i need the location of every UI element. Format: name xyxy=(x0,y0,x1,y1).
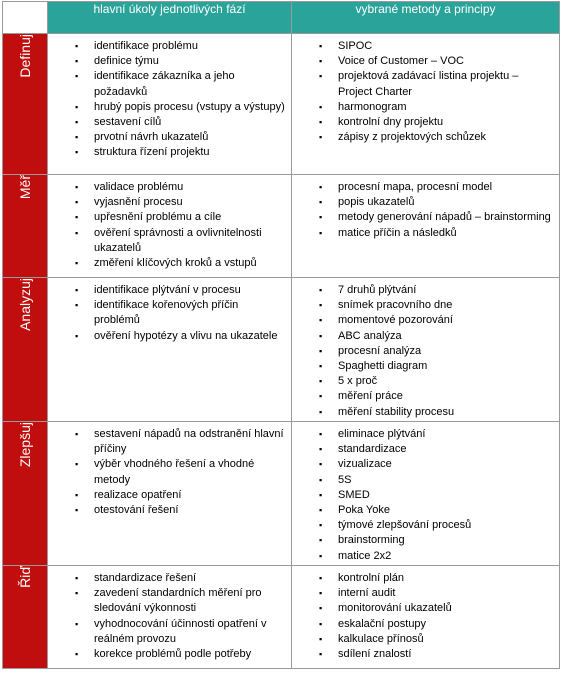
task-item: ▪ sestavení cílů xyxy=(48,115,287,130)
task-item: ▪ vyjasnění procesu xyxy=(48,195,287,210)
task-item: ▪ sestavení nápadů na odstranění hlavní příčiny xyxy=(48,427,287,457)
method-item: ▪ měření stability procesu xyxy=(292,405,555,420)
method-item: ▪ měření práce xyxy=(292,389,555,404)
task-item: ▪ prvotní návrh ukazatelů xyxy=(48,130,287,145)
phase-label: Analyzuj xyxy=(17,278,33,331)
method-item: ▪ monitorování ukazatelů xyxy=(292,601,555,616)
method-item: ▪ eliminace plýtvání xyxy=(292,427,555,442)
methods-cell xyxy=(292,175,560,278)
task-item: ▪ identifikace problému xyxy=(48,39,287,54)
method-item: ▪ 7 druhů plýtvání xyxy=(292,283,555,298)
phase-label: Měř xyxy=(17,175,33,200)
task-item: ▪ zavedení standardních měření pro sledování výkonnosti xyxy=(48,586,287,616)
task-item: ▪ validace problému xyxy=(48,180,287,195)
phase-row-analyzuj xyxy=(3,278,560,422)
task-item: ▪ identifikace plýtvání v procesu xyxy=(48,283,287,298)
method-item: ▪ sdílení znalostí xyxy=(292,647,555,662)
method-item: ▪ matice 2x2 xyxy=(292,549,555,564)
phase-row-mer xyxy=(3,175,560,278)
method-item: ▪ procesní analýza xyxy=(292,344,555,359)
methods-cell xyxy=(292,422,560,566)
method-item: ▪ projektová zadávací listina projektu – Project Charter xyxy=(292,69,555,99)
phase-label-cell xyxy=(3,34,48,175)
method-item: ▪ Spaghetti diagram xyxy=(292,359,555,374)
dmaic-table xyxy=(2,1,560,669)
method-item: ▪ procesní mapa, procesní model xyxy=(292,180,555,195)
phase-label: Řiď xyxy=(17,566,33,588)
task-item: ▪ změření klíčových kroků a vstupů xyxy=(48,256,287,271)
method-item: ▪ Poka Yoke xyxy=(292,503,555,518)
task-item: ▪ struktura řízení projektu xyxy=(48,145,287,160)
method-item: ▪ týmové zlepšování procesů xyxy=(292,518,555,533)
header-row xyxy=(3,2,560,34)
phase-row-zlepsuj xyxy=(3,422,560,566)
task-item: ▪ upřesnění problému a cíle xyxy=(48,210,287,225)
phase-label-cell xyxy=(3,175,48,278)
task-item: ▪ identifikace zákazníka a jeho požadavků xyxy=(48,69,287,99)
task-item: ▪ ověření správnosti a ovlivnitelnosti ukazatelů xyxy=(48,226,287,256)
methods-cell xyxy=(292,34,560,175)
task-item: ▪ standardizace řešení xyxy=(48,571,287,586)
phase-label-cell xyxy=(3,422,48,566)
method-item: ▪ harmonogram xyxy=(292,100,555,115)
method-item: ▪ interní audit xyxy=(292,586,555,601)
method-item: ▪ kalkulace přínosů xyxy=(292,632,555,647)
method-item: ▪ eskalační postupy xyxy=(292,617,555,632)
method-item: ▪ SMED xyxy=(292,488,555,503)
task-item: ▪ realizace opatření xyxy=(48,488,287,503)
tasks-cell xyxy=(48,175,292,278)
method-item: ▪ SIPOC xyxy=(292,39,555,54)
phase-label-cell xyxy=(3,278,48,422)
header-tasks: hlavní úkoly jednotlivých fází xyxy=(48,2,292,34)
method-item: ▪ snímek pracovního dne xyxy=(292,298,555,313)
method-item: ▪ 5S xyxy=(292,473,555,488)
method-item: ▪ 5 x proč xyxy=(292,374,555,389)
tasks-cell xyxy=(48,278,292,422)
tasks-cell xyxy=(48,422,292,566)
task-item: ▪ výběr vhodného řešení a vhodné metody xyxy=(48,457,287,487)
phase-label: Definuj xyxy=(17,34,33,78)
task-item: ▪ hrubý popis procesu (vstupy a výstupy) xyxy=(48,100,287,115)
task-item: ▪ definice týmu xyxy=(48,54,287,69)
method-item: ▪ popis ukazatelů xyxy=(292,195,555,210)
phase-label-cell xyxy=(3,566,48,669)
phase-row-rid xyxy=(3,566,560,669)
method-item: ▪ metody generování nápadů – brainstorming xyxy=(292,210,555,225)
method-item: ▪ ABC analýza xyxy=(292,329,555,344)
method-item: ▪ standardizace xyxy=(292,442,555,457)
task-item: ▪ vyhodnocování účinnosti opatření v reálném provozu xyxy=(48,617,287,647)
methods-cell xyxy=(292,278,560,422)
method-item: ▪ momentové pozorování xyxy=(292,313,555,328)
tasks-cell xyxy=(48,566,292,669)
task-item: ▪ ověření hypotézy a vlivu na ukazatele xyxy=(48,329,287,344)
header-corner-cell xyxy=(3,2,48,34)
phase-row-definuj xyxy=(3,34,560,175)
methods-cell xyxy=(292,566,560,669)
method-item: ▪ kontrolní plán xyxy=(292,571,555,586)
task-item: ▪ otestování řešení xyxy=(48,503,287,518)
task-item: ▪ identifikace kořenových příčin problémů xyxy=(48,298,287,328)
method-item: ▪ kontrolní dny projektu xyxy=(292,115,555,130)
method-item: ▪ zápisy z projektových schůzek xyxy=(292,130,555,145)
method-item: ▪ Voice of Customer – VOC xyxy=(292,54,555,69)
header-methods: vybrané metody a principy xyxy=(292,2,560,34)
task-item: ▪ korekce problémů podle potřeby xyxy=(48,647,287,662)
method-item: ▪ vizualizace xyxy=(292,457,555,472)
tasks-cell xyxy=(48,34,292,175)
method-item: ▪ matice příčin a následků xyxy=(292,226,555,241)
method-item: ▪ brainstorming xyxy=(292,533,555,548)
phase-label: Zlepšuj xyxy=(17,422,33,468)
